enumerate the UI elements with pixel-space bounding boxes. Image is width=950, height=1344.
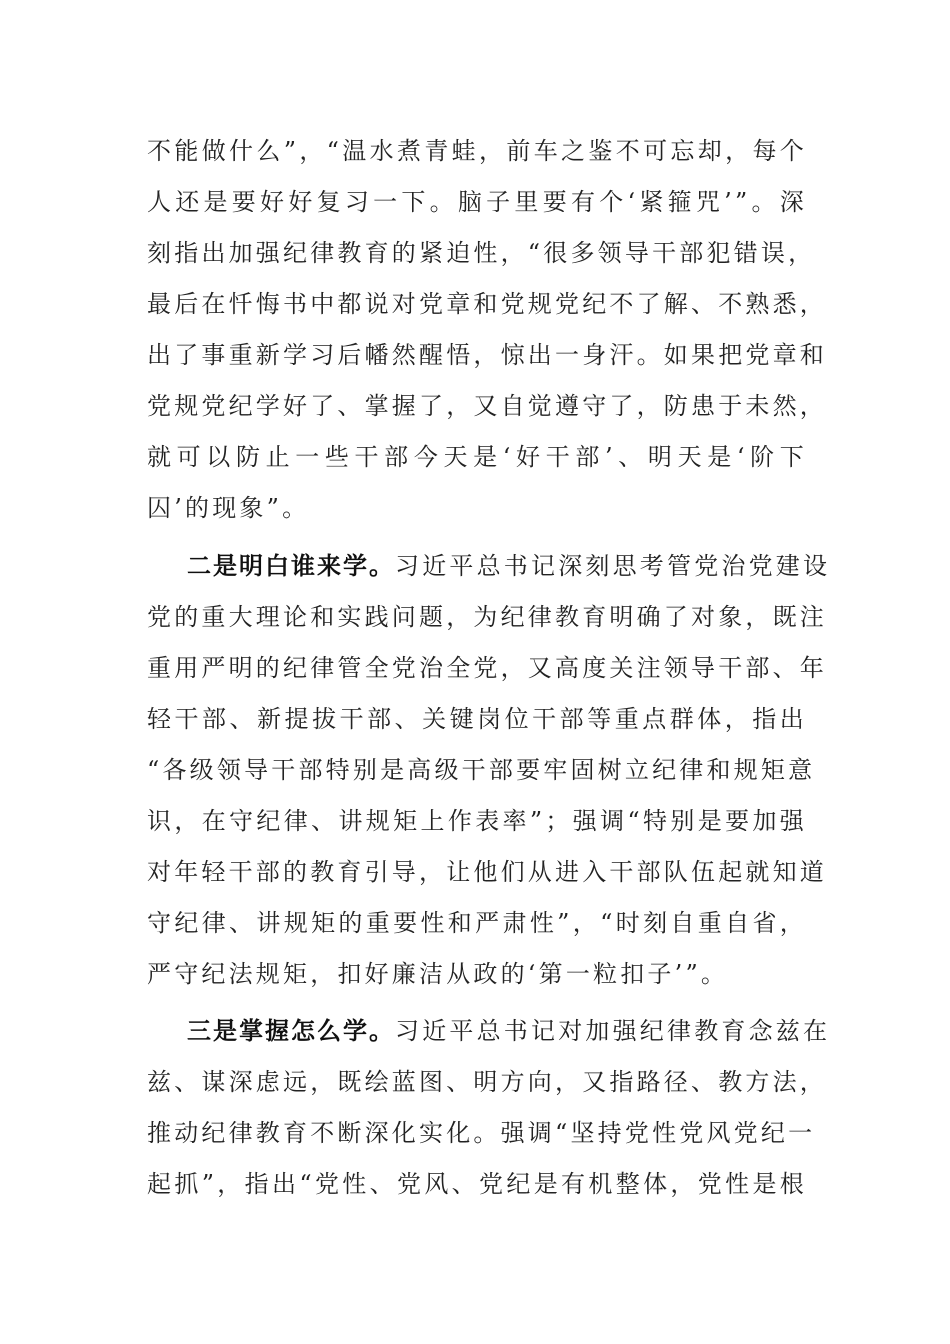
text-line: 识，在守纪律、讲规矩上作表率”；强调“特别是要加强 [147, 807, 807, 835]
text-line: 严守纪法规矩，扣好廉洁从政的‘第一粒扣子’”。 [147, 960, 729, 988]
text-line: 囚’的现象”。 [147, 494, 310, 522]
paragraph-first-line [147, 541, 831, 592]
text-line: 人还是要好好复习一下。脑子里要有个‘紧箍咒’”。深 [147, 188, 807, 216]
text-line: 兹、谋深虑远，既绘蓝图、明方向，又指路径、教方法， [147, 1068, 827, 1096]
text-run: 习近平总书记对加强纪律教育念兹在 [395, 1017, 831, 1045]
paragraph-first-line [147, 1006, 831, 1057]
text-line: 对年轻干部的教育引导，让他们从进入干部队伍起就知道 [147, 858, 827, 886]
text-run: 习近平总书记深刻思考管党治党建设 [395, 552, 831, 580]
text-line: 推动纪律教育不断深化实化。强调“坚持党性党风党纪一 [147, 1119, 816, 1147]
text-line: 最后在忏悔书中都说对党章和党规党纪不了解、不熟悉， [147, 290, 827, 318]
text-line: 就可以防止一些干部今天是‘好干部’、明天是‘阶下 [147, 443, 807, 471]
text-line: 出了事重新学习后幡然醒悟，惊出一身汗。如果把党章和 [147, 341, 827, 369]
text-line: 党的重大理论和实践问题，为纪律教育明确了对象，既注 [147, 603, 827, 631]
text-line: 刻指出加强纪律教育的紧迫性，“很多领导干部犯错误， [147, 239, 816, 267]
text-line: 重用严明的纪律管全党治全党，又高度关注领导干部、年 [147, 654, 827, 682]
text-line: 党规党纪学好了、掌握了，又自觉遵守了，防患于未然， [147, 392, 827, 420]
paragraph-2 [147, 541, 831, 1000]
text-line: 轻干部、新提拔干部、关键岗位干部等重点群体，指出 [147, 705, 807, 733]
paragraph-heading: 三是掌握怎么学。 [187, 1017, 395, 1045]
text-line: 不能做什么”，“温水煮青蛙，前车之鉴不可忘却，每个 [147, 137, 807, 165]
text-line: 起抓”，指出“党性、党风、党纪是有机整体，党性是根 [147, 1170, 807, 1198]
paragraph-heading: 二是明白谁来学。 [187, 552, 395, 580]
paragraph-3 [147, 1006, 831, 1210]
text-line: 守纪律、讲规矩的重要性和严肃性”，“时刻自重自省， [147, 909, 807, 937]
paragraph-1 [147, 126, 827, 534]
text-line: “各级领导干部特别是高级干部要牢固树立纪律和规矩意 [147, 756, 816, 784]
